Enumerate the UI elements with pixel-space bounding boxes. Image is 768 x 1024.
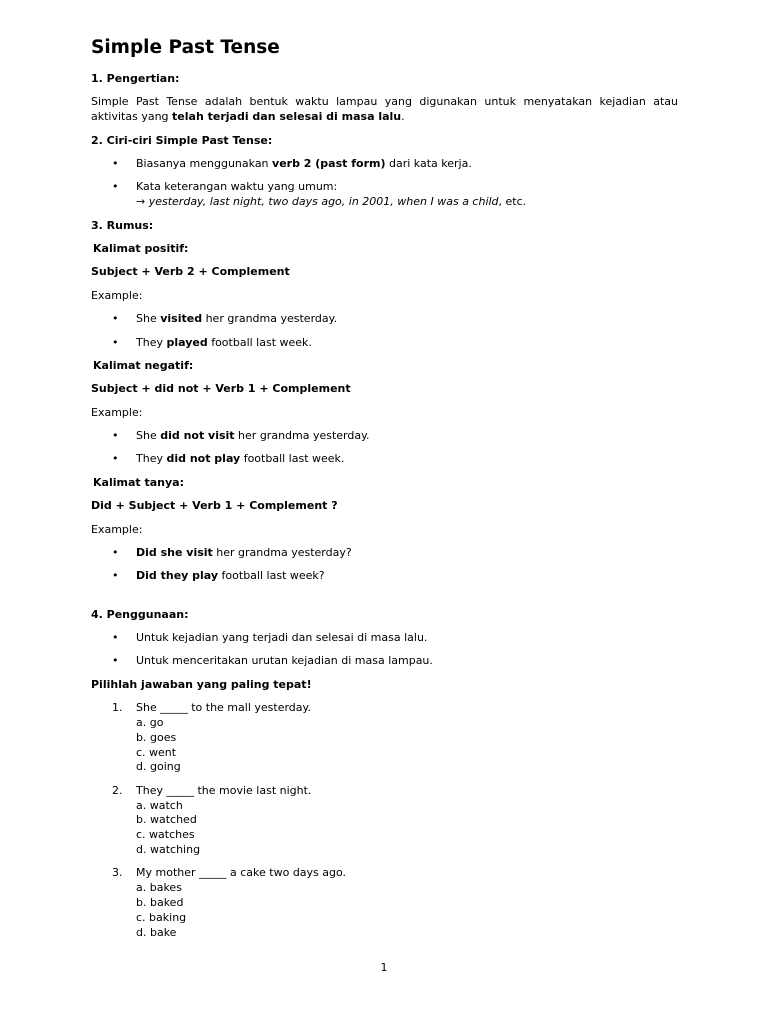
quiz-question — [91, 866, 678, 940]
question-number: 2. — [112, 783, 123, 797]
quiz-question — [91, 784, 678, 858]
option-a: a. watch — [136, 798, 183, 812]
bullet-text: Untuk menceritakan urutan kejadian di masa lampau. — [136, 654, 433, 668]
bullet-text-bold: Did they play — [136, 569, 219, 583]
section-3-heading: 3. Rumus: — [91, 218, 154, 232]
section-2-list — [91, 157, 678, 210]
positive-example-label: Example: — [91, 288, 143, 302]
list-item — [91, 180, 678, 210]
bullet-text-bold: did not visit — [160, 429, 235, 443]
section-4-heading: 4. Penggunaan: — [91, 607, 189, 621]
bullet-text: football last week. — [240, 452, 345, 466]
list-item — [91, 452, 678, 467]
bullet-icon: • — [112, 452, 119, 466]
quiz-heading: Pilihlah jawaban yang paling tepat! — [91, 677, 312, 691]
bullet-text-bold: did not play — [166, 452, 241, 466]
list-item — [91, 312, 678, 327]
bullet-text: dari kata kerja. — [385, 156, 472, 170]
quiz-question — [91, 701, 678, 775]
option-b: b. goes — [136, 730, 177, 744]
bullet-icon: • — [112, 546, 119, 560]
negative-example-label: Example: — [91, 405, 143, 419]
list-item — [91, 569, 678, 584]
option-d: d. bake — [136, 925, 177, 939]
question-text: My mother _____ a cake two days ago. — [136, 866, 347, 880]
option-d: d. going — [136, 760, 181, 774]
bullet-text: Untuk kejadian yang terjadi dan selesai di masa lalu. — [136, 630, 428, 644]
question-number: 1. — [112, 701, 123, 715]
list-item — [91, 429, 678, 444]
section-1-heading: 1. Pengertian: — [91, 72, 180, 85]
question-label: Kalimat tanya: — [93, 475, 184, 489]
question-text: She _____ to the mall yesterday. — [136, 701, 311, 715]
section-1-text-bold: telah terjadi dan selesai di masa lalu — [172, 110, 402, 124]
positive-formula: Subject + Verb 2 + Complement — [91, 265, 290, 279]
positive-label: Kalimat positif: — [93, 241, 189, 255]
positive-example-list — [91, 312, 678, 350]
section-1-text — [91, 95, 678, 125]
bullet-icon: • — [112, 312, 119, 326]
bullet-icon: • — [112, 569, 119, 583]
bullet-text: Kata keterangan waktu yang umum: — [136, 180, 338, 194]
bullet-icon: • — [112, 654, 119, 668]
bullet-text: Biasanya menggunakan — [136, 156, 273, 170]
bullet-text-italic: yesterday, last night, two days ago, in 2001, when I was a child — [148, 195, 499, 209]
blank-line — [91, 593, 678, 608]
bullet-icon: • — [112, 180, 119, 194]
section-4-list — [91, 631, 678, 669]
bullet-text: , etc. — [498, 195, 527, 209]
bullet-text-bold: played — [166, 335, 208, 349]
bullet-text: She — [136, 429, 161, 443]
bullet-text: her grandma yesterday. — [234, 429, 370, 443]
bullet-text-bold: verb 2 (past form) — [272, 156, 386, 170]
option-b: b. baked — [136, 895, 184, 909]
option-c: c. baking — [136, 910, 187, 924]
bullet-icon: • — [112, 630, 119, 644]
bullet-icon: • — [112, 156, 119, 170]
option-a: a. bakes — [136, 881, 182, 895]
option-b: b. watched — [136, 813, 197, 827]
list-item — [91, 631, 678, 646]
question-formula: Did + Subject + Verb 1 + Complement ? — [91, 499, 338, 513]
list-item — [91, 546, 678, 561]
document-page — [91, 36, 678, 949]
negative-example-list — [91, 429, 678, 467]
question-example-list — [91, 546, 678, 584]
option-c: c. watches — [136, 828, 195, 842]
bullet-text: She — [136, 312, 161, 326]
arrow-icon: → — [136, 195, 149, 209]
list-item — [91, 654, 678, 669]
bullet-text: football last week. — [207, 335, 312, 349]
document-title: Simple Past Tense — [91, 37, 280, 58]
bullet-icon: • — [112, 429, 119, 443]
negative-label: Kalimat negatif: — [93, 358, 194, 372]
bullet-icon: • — [112, 335, 119, 349]
page-number: 1 — [380, 961, 388, 974]
option-a: a. go — [136, 715, 164, 729]
question-example-label: Example: — [91, 522, 143, 536]
section-1-text-a: Simple Past Tense adalah bentuk waktu lampau yang digunakan untuk menyatakan kejadian atau aktivitas yang — [91, 95, 678, 124]
bullet-text-bold: Did she visit — [136, 546, 213, 560]
bullet-text: They — [136, 335, 167, 349]
section-1-text-end: . — [401, 110, 405, 124]
bullet-text: football last week? — [218, 569, 325, 583]
list-item — [91, 157, 678, 172]
list-item — [91, 336, 678, 351]
question-number: 3. — [112, 866, 123, 880]
option-d: d. watching — [136, 842, 201, 856]
quiz-list — [91, 701, 678, 940]
bullet-text: her grandma yesterday. — [202, 312, 338, 326]
bullet-text: her grandma yesterday? — [212, 546, 352, 560]
question-text: They _____ the movie last night. — [136, 783, 312, 797]
bullet-text: They — [136, 452, 167, 466]
bullet-text-bold: visited — [160, 312, 203, 326]
section-2-heading: 2. Ciri-ciri Simple Past Tense: — [91, 133, 273, 147]
option-c: c. went — [136, 745, 177, 759]
negative-formula: Subject + did not + Verb 1 + Complement — [91, 382, 351, 396]
